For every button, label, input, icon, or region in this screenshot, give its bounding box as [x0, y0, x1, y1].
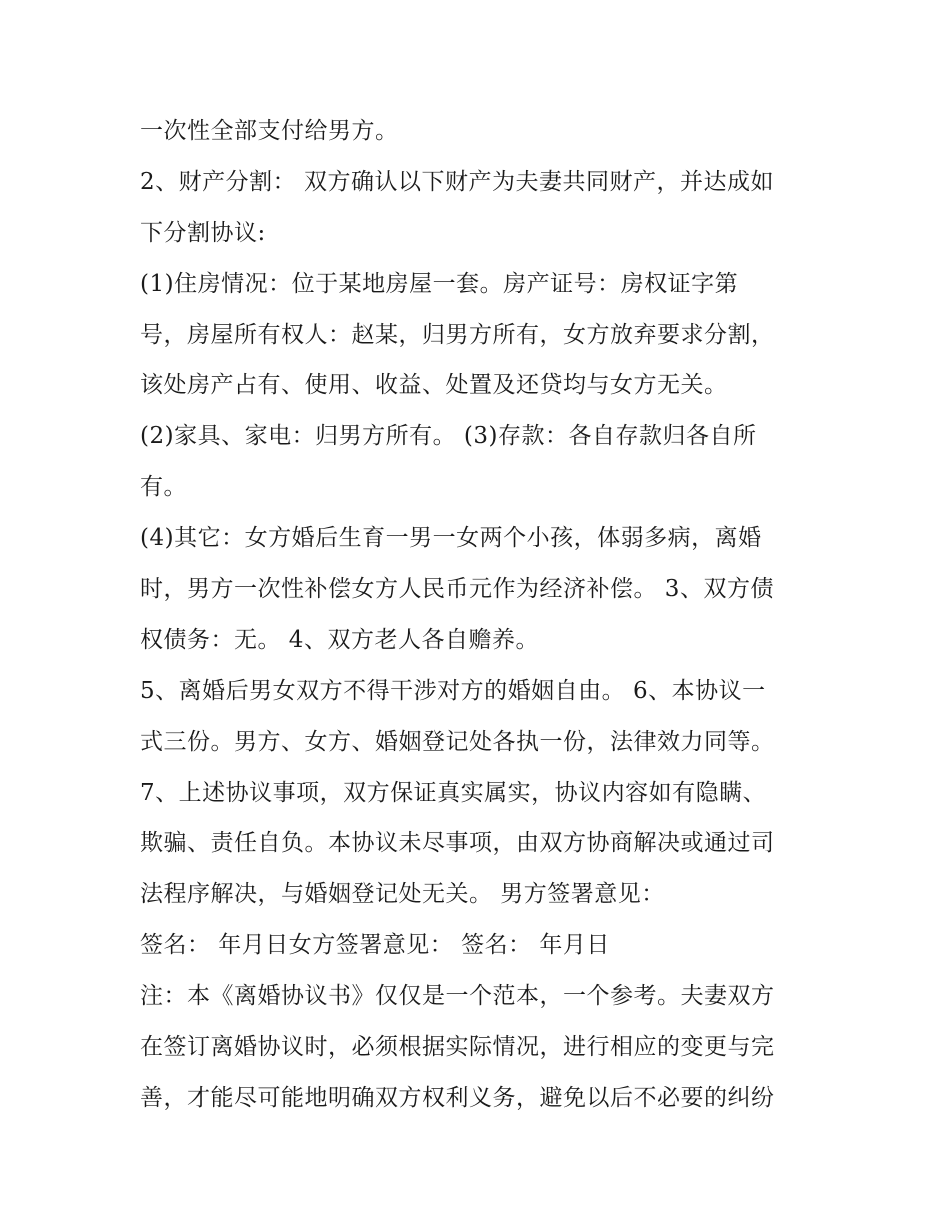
text-line: 号，房屋所有权人：赵某，归男方所有，女方放弃要求分割， — [140, 321, 775, 348]
text-line: 签名： 年月日女方签署意见： 签名： 年月日 — [140, 932, 610, 959]
text-line: 在签订离婚协议时，必须根据实际情况，进行相应的变更与完 — [140, 1034, 775, 1061]
text-line: 善，才能尽可能地明确双方权利义务，避免以后不必要的纠纷 — [140, 1084, 775, 1111]
text-line: 该处房产占有、使用、收益、处置及还贷均与女方无关。 — [140, 372, 728, 399]
text-line: 一次性全部支付给男方。 — [140, 118, 399, 144]
text-line: (4)其它：女方婚后生育一男一女两个小孩，体弱多病，离婚 — [140, 525, 762, 552]
text-line: (1)住房情况：位于某地房屋一套。房产证号：房权证字第 — [140, 270, 739, 297]
text-line: 时，男方一次性补偿女方人民币元作为经济补偿。 3、双方债 — [140, 576, 774, 603]
text-line: 欺骗、责任自负。本协议未尽事项，由双方协商解决或通过司 — [140, 830, 775, 857]
text-line: 2、财产分割： 双方确认以下财产为夫妻共同财产，并达成如 — [140, 168, 774, 195]
text-line: 权债务：无。 4、双方老人各自赡养。 — [140, 626, 539, 653]
text-line: 下分割协议: — [140, 219, 266, 246]
text-line: 法程序解决，与婚姻登记处无关。 男方签署意见： — [140, 881, 665, 908]
text-line: 7、上述协议事项，双方保证真实属实，协议内容如有隐瞒、 — [140, 779, 767, 806]
text-line: (2)家具、家电：归男方所有。 (3)存款：各自存款归各自所 — [140, 423, 757, 450]
text-line: 有。 — [140, 474, 187, 501]
text-line: 式三份。男方、女方、婚姻登记处各执一份，法律效力同等。 — [140, 728, 775, 755]
document-page — [140, 106, 820, 1124]
text-line: 注：本《离婚协议书》仅仅是一个范本，一个参考。夫妻双方 — [140, 983, 775, 1010]
text-line: 5、离婚后男女双方不得干涉对方的婚姻自由。 6、本协议一 — [140, 677, 766, 704]
